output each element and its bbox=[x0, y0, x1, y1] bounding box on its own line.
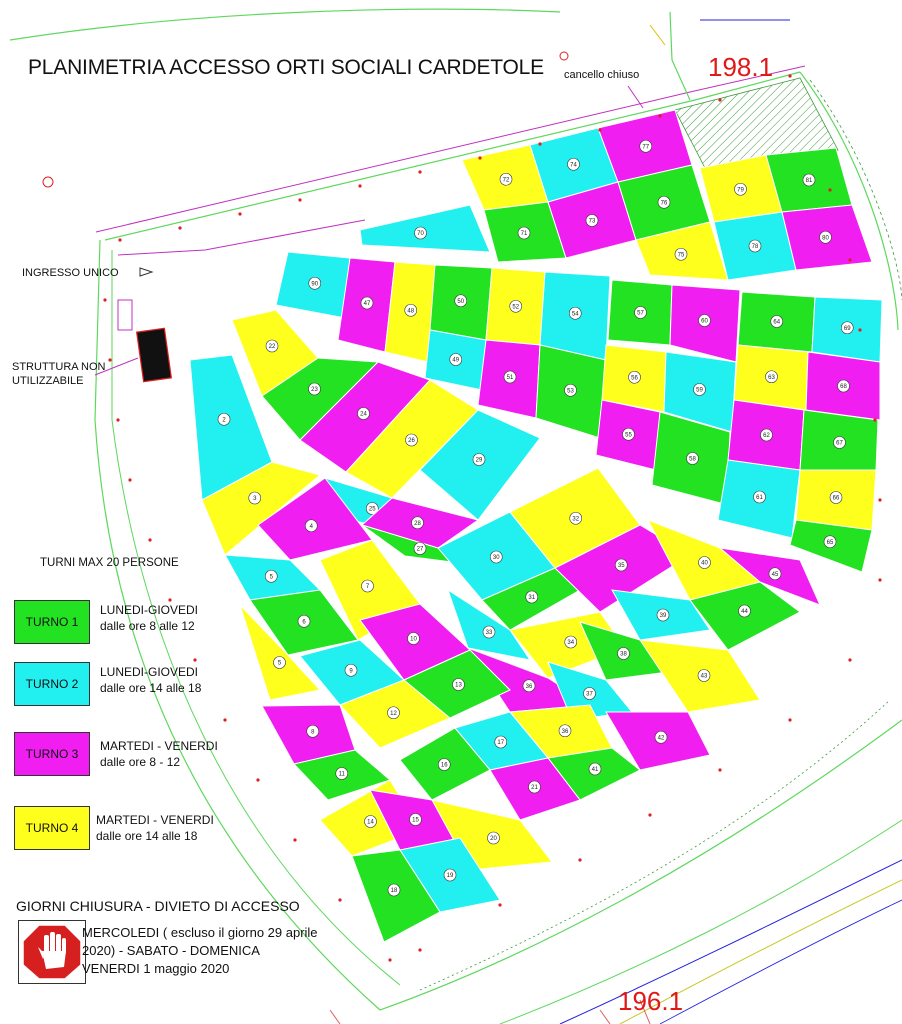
plot-number: 8 bbox=[311, 729, 315, 736]
plot-number: 73 bbox=[588, 218, 596, 225]
plot-number: 36 bbox=[561, 728, 569, 735]
plot-number: 66 bbox=[832, 495, 840, 502]
boundary-marker bbox=[118, 238, 121, 241]
stop-sign-box bbox=[18, 920, 86, 984]
plot-number: 11 bbox=[338, 771, 345, 778]
marker-circle bbox=[43, 177, 53, 187]
plot-number: 51 bbox=[506, 375, 514, 381]
boundary-marker bbox=[478, 156, 481, 159]
plot-number: 64 bbox=[773, 319, 781, 326]
unusable-structure bbox=[137, 328, 172, 381]
plot-number: 4 bbox=[309, 523, 313, 530]
boundary-marker bbox=[658, 114, 661, 117]
plot-number: 63 bbox=[768, 374, 775, 381]
boundary-marker bbox=[418, 170, 421, 173]
boundary-marker bbox=[578, 858, 581, 861]
plot-number: 44 bbox=[741, 609, 748, 615]
closure-heading: GIORNI CHIUSURA - DIVIETO DI ACCESSO bbox=[16, 898, 300, 914]
gate-label: cancello chiuso bbox=[564, 69, 640, 81]
plot-number: 43 bbox=[700, 673, 708, 680]
plot-number: 78 bbox=[751, 244, 759, 250]
plot-number: 52 bbox=[512, 304, 520, 311]
plot-number: 36 bbox=[525, 683, 533, 690]
plot-number: 75 bbox=[677, 252, 685, 259]
plot-number: 6 bbox=[302, 619, 306, 626]
garden-plots bbox=[103, 74, 882, 961]
plot-number: 10 bbox=[410, 636, 417, 643]
structure-label-line1: STRUTTURA NON bbox=[12, 361, 106, 373]
plot-number: 69 bbox=[843, 325, 851, 332]
boundary-marker bbox=[178, 226, 181, 229]
legend-turno-4-hours: dalle ore 14 alle 18 bbox=[96, 829, 198, 843]
plot-number: 70 bbox=[417, 231, 424, 237]
plot-number: 5 bbox=[269, 574, 273, 581]
plot-number: 2 bbox=[222, 417, 226, 424]
plot-number: 5 bbox=[277, 660, 282, 667]
plot-number: 80 bbox=[822, 235, 829, 242]
plot-number: 25 bbox=[368, 506, 376, 513]
stop-hand-icon bbox=[19, 921, 85, 983]
plot-number: 19 bbox=[446, 873, 454, 879]
plot-number: 35 bbox=[617, 563, 625, 569]
plot-number: 81 bbox=[805, 178, 813, 184]
plot-number: 12 bbox=[390, 710, 397, 717]
entrance-arrow-icon bbox=[140, 268, 152, 276]
boundary-marker bbox=[848, 258, 851, 261]
legend-turno-3: TURNO 3 bbox=[14, 732, 90, 776]
boundary-marker bbox=[858, 328, 861, 331]
plot-number: 32 bbox=[572, 516, 580, 523]
closure-line-1: MERCOLEDI ( escluso il giorno 29 aprile bbox=[82, 925, 318, 940]
plot-number: 60 bbox=[701, 318, 708, 325]
legend-turno-4-days: MARTEDI - VENERDI bbox=[96, 813, 214, 827]
plot-number: 90 bbox=[311, 281, 319, 288]
legend-turno-1-days: LUNEDI-GIOVEDI bbox=[100, 603, 199, 617]
plot-number: 33 bbox=[485, 630, 493, 636]
boundary-marker bbox=[598, 128, 601, 131]
plot-number: 16 bbox=[440, 762, 448, 769]
boundary-marker bbox=[718, 98, 721, 101]
plot-number: 7 bbox=[365, 584, 370, 590]
closure-line-3: VENERDI 1 maggio 2020 bbox=[82, 961, 230, 976]
plot-number: 57 bbox=[637, 310, 644, 317]
plot-number: 30 bbox=[492, 555, 500, 561]
boundary-marker bbox=[718, 768, 721, 771]
plot-number: 65 bbox=[826, 539, 834, 546]
plot-number: 27 bbox=[416, 546, 424, 553]
plot-number: 58 bbox=[689, 456, 696, 463]
plot-number: 56 bbox=[631, 375, 638, 382]
boundary-marker bbox=[388, 958, 391, 961]
legend-turno-3-days: MARTEDI - VENERDI bbox=[100, 739, 218, 753]
plot-number: 47 bbox=[363, 301, 371, 307]
marker-circle bbox=[560, 52, 568, 60]
boundary-marker bbox=[293, 838, 296, 841]
boundary-marker bbox=[788, 718, 791, 721]
legend-turno-1: TURNO 1 bbox=[14, 600, 90, 644]
plot-number: 41 bbox=[591, 767, 599, 773]
plot-number: 38 bbox=[620, 651, 627, 658]
boundary-marker bbox=[148, 538, 151, 541]
plot-number: 48 bbox=[407, 308, 415, 315]
plot-number: 77 bbox=[642, 144, 650, 151]
legend-heading: TURNI MAX 20 PERSONE bbox=[40, 557, 179, 569]
plot-number: 67 bbox=[836, 440, 843, 447]
boundary-marker bbox=[256, 778, 259, 781]
plot-number: 15 bbox=[412, 817, 419, 824]
plot-number: 29 bbox=[475, 457, 483, 464]
boundary-marker bbox=[878, 498, 881, 501]
entrance-label: INGRESSO UNICO bbox=[22, 267, 119, 279]
boundary-marker bbox=[238, 212, 241, 215]
garden-plot bbox=[360, 205, 490, 252]
plot-number: 53 bbox=[567, 388, 574, 395]
boundary-marker bbox=[358, 184, 361, 187]
plot-number: 62 bbox=[763, 433, 770, 439]
plot-number: 59 bbox=[696, 387, 703, 394]
boundary-marker bbox=[498, 903, 501, 906]
plot-number: 22 bbox=[268, 344, 276, 350]
plot-number: 74 bbox=[570, 162, 577, 169]
boundary-marker bbox=[848, 658, 851, 661]
legend-turno-3-hours: dalle ore 8 - 12 bbox=[100, 755, 181, 769]
plot-number: 40 bbox=[701, 560, 708, 567]
plot-number: 17 bbox=[497, 740, 505, 746]
plot-number: 79 bbox=[737, 187, 744, 194]
elevation-bottom: 196.1 bbox=[618, 986, 684, 1016]
structure-label-line2: UTILIZZABILE bbox=[12, 375, 84, 387]
plot-number: 61 bbox=[756, 495, 763, 501]
plot-number: 42 bbox=[657, 735, 665, 742]
legend-turno-1-hours: dalle ore 8 alle 12 bbox=[100, 619, 195, 633]
plot-number: 72 bbox=[502, 177, 510, 184]
legend-turno-2-days: LUNEDI-GIOVEDI bbox=[100, 665, 199, 679]
closure-line-2: 2020) - SABATO - DOMENICA bbox=[82, 943, 260, 958]
boundary-marker bbox=[298, 198, 301, 201]
plot-number: 20 bbox=[490, 836, 497, 842]
plot-number: 28 bbox=[414, 520, 421, 527]
plot-number: 49 bbox=[452, 357, 460, 364]
plot-number: 23 bbox=[311, 387, 318, 393]
plot-number: 24 bbox=[360, 411, 367, 418]
plot-number: 3 bbox=[253, 496, 257, 502]
plot-number: 18 bbox=[390, 888, 398, 894]
plot-number: 34 bbox=[567, 640, 575, 646]
plot-number: 31 bbox=[528, 595, 536, 601]
plot-number: 55 bbox=[625, 432, 632, 439]
boundary-marker bbox=[418, 948, 421, 951]
plot-number: 68 bbox=[840, 384, 847, 390]
closure-text bbox=[82, 924, 372, 978]
plot-number: 54 bbox=[571, 311, 579, 318]
boundary-marker bbox=[223, 718, 226, 721]
entrance-gate-shape bbox=[118, 300, 132, 330]
boundary-marker bbox=[103, 298, 106, 301]
plot-number: 26 bbox=[408, 438, 415, 444]
plot-number: 45 bbox=[771, 571, 779, 578]
page-title: PLANIMETRIA ACCESSO ORTI SOCIALI CARDETOLE bbox=[28, 56, 544, 79]
boundary-marker bbox=[128, 478, 131, 481]
plot-number: 37 bbox=[586, 691, 593, 698]
plot-number: 76 bbox=[660, 200, 668, 207]
boundary-marker bbox=[338, 898, 341, 901]
legend-turno-2-hours: dalle ore 14 alle 18 bbox=[100, 681, 202, 695]
plot-number: 14 bbox=[367, 819, 374, 826]
legend-turno-4: TURNO 4 bbox=[14, 806, 90, 850]
boundary-marker bbox=[648, 813, 651, 816]
boundary-marker bbox=[116, 418, 119, 421]
boundary-marker bbox=[788, 74, 791, 77]
boundary-marker bbox=[828, 188, 831, 191]
boundary-marker bbox=[873, 418, 876, 421]
boundary-marker bbox=[193, 658, 196, 661]
legend-turno-2: TURNO 2 bbox=[14, 662, 90, 706]
plot-number: 21 bbox=[531, 785, 538, 791]
plot-number: 39 bbox=[659, 613, 667, 619]
boundary-marker bbox=[878, 578, 881, 581]
boundary-marker bbox=[108, 358, 111, 361]
boundary-marker bbox=[538, 142, 541, 145]
plot-number: 71 bbox=[520, 231, 528, 237]
plot-number: 9 bbox=[349, 668, 353, 675]
plot-number: 13 bbox=[455, 682, 462, 689]
plot-number: 50 bbox=[457, 298, 465, 305]
elevation-top: 198.1 bbox=[708, 52, 774, 82]
